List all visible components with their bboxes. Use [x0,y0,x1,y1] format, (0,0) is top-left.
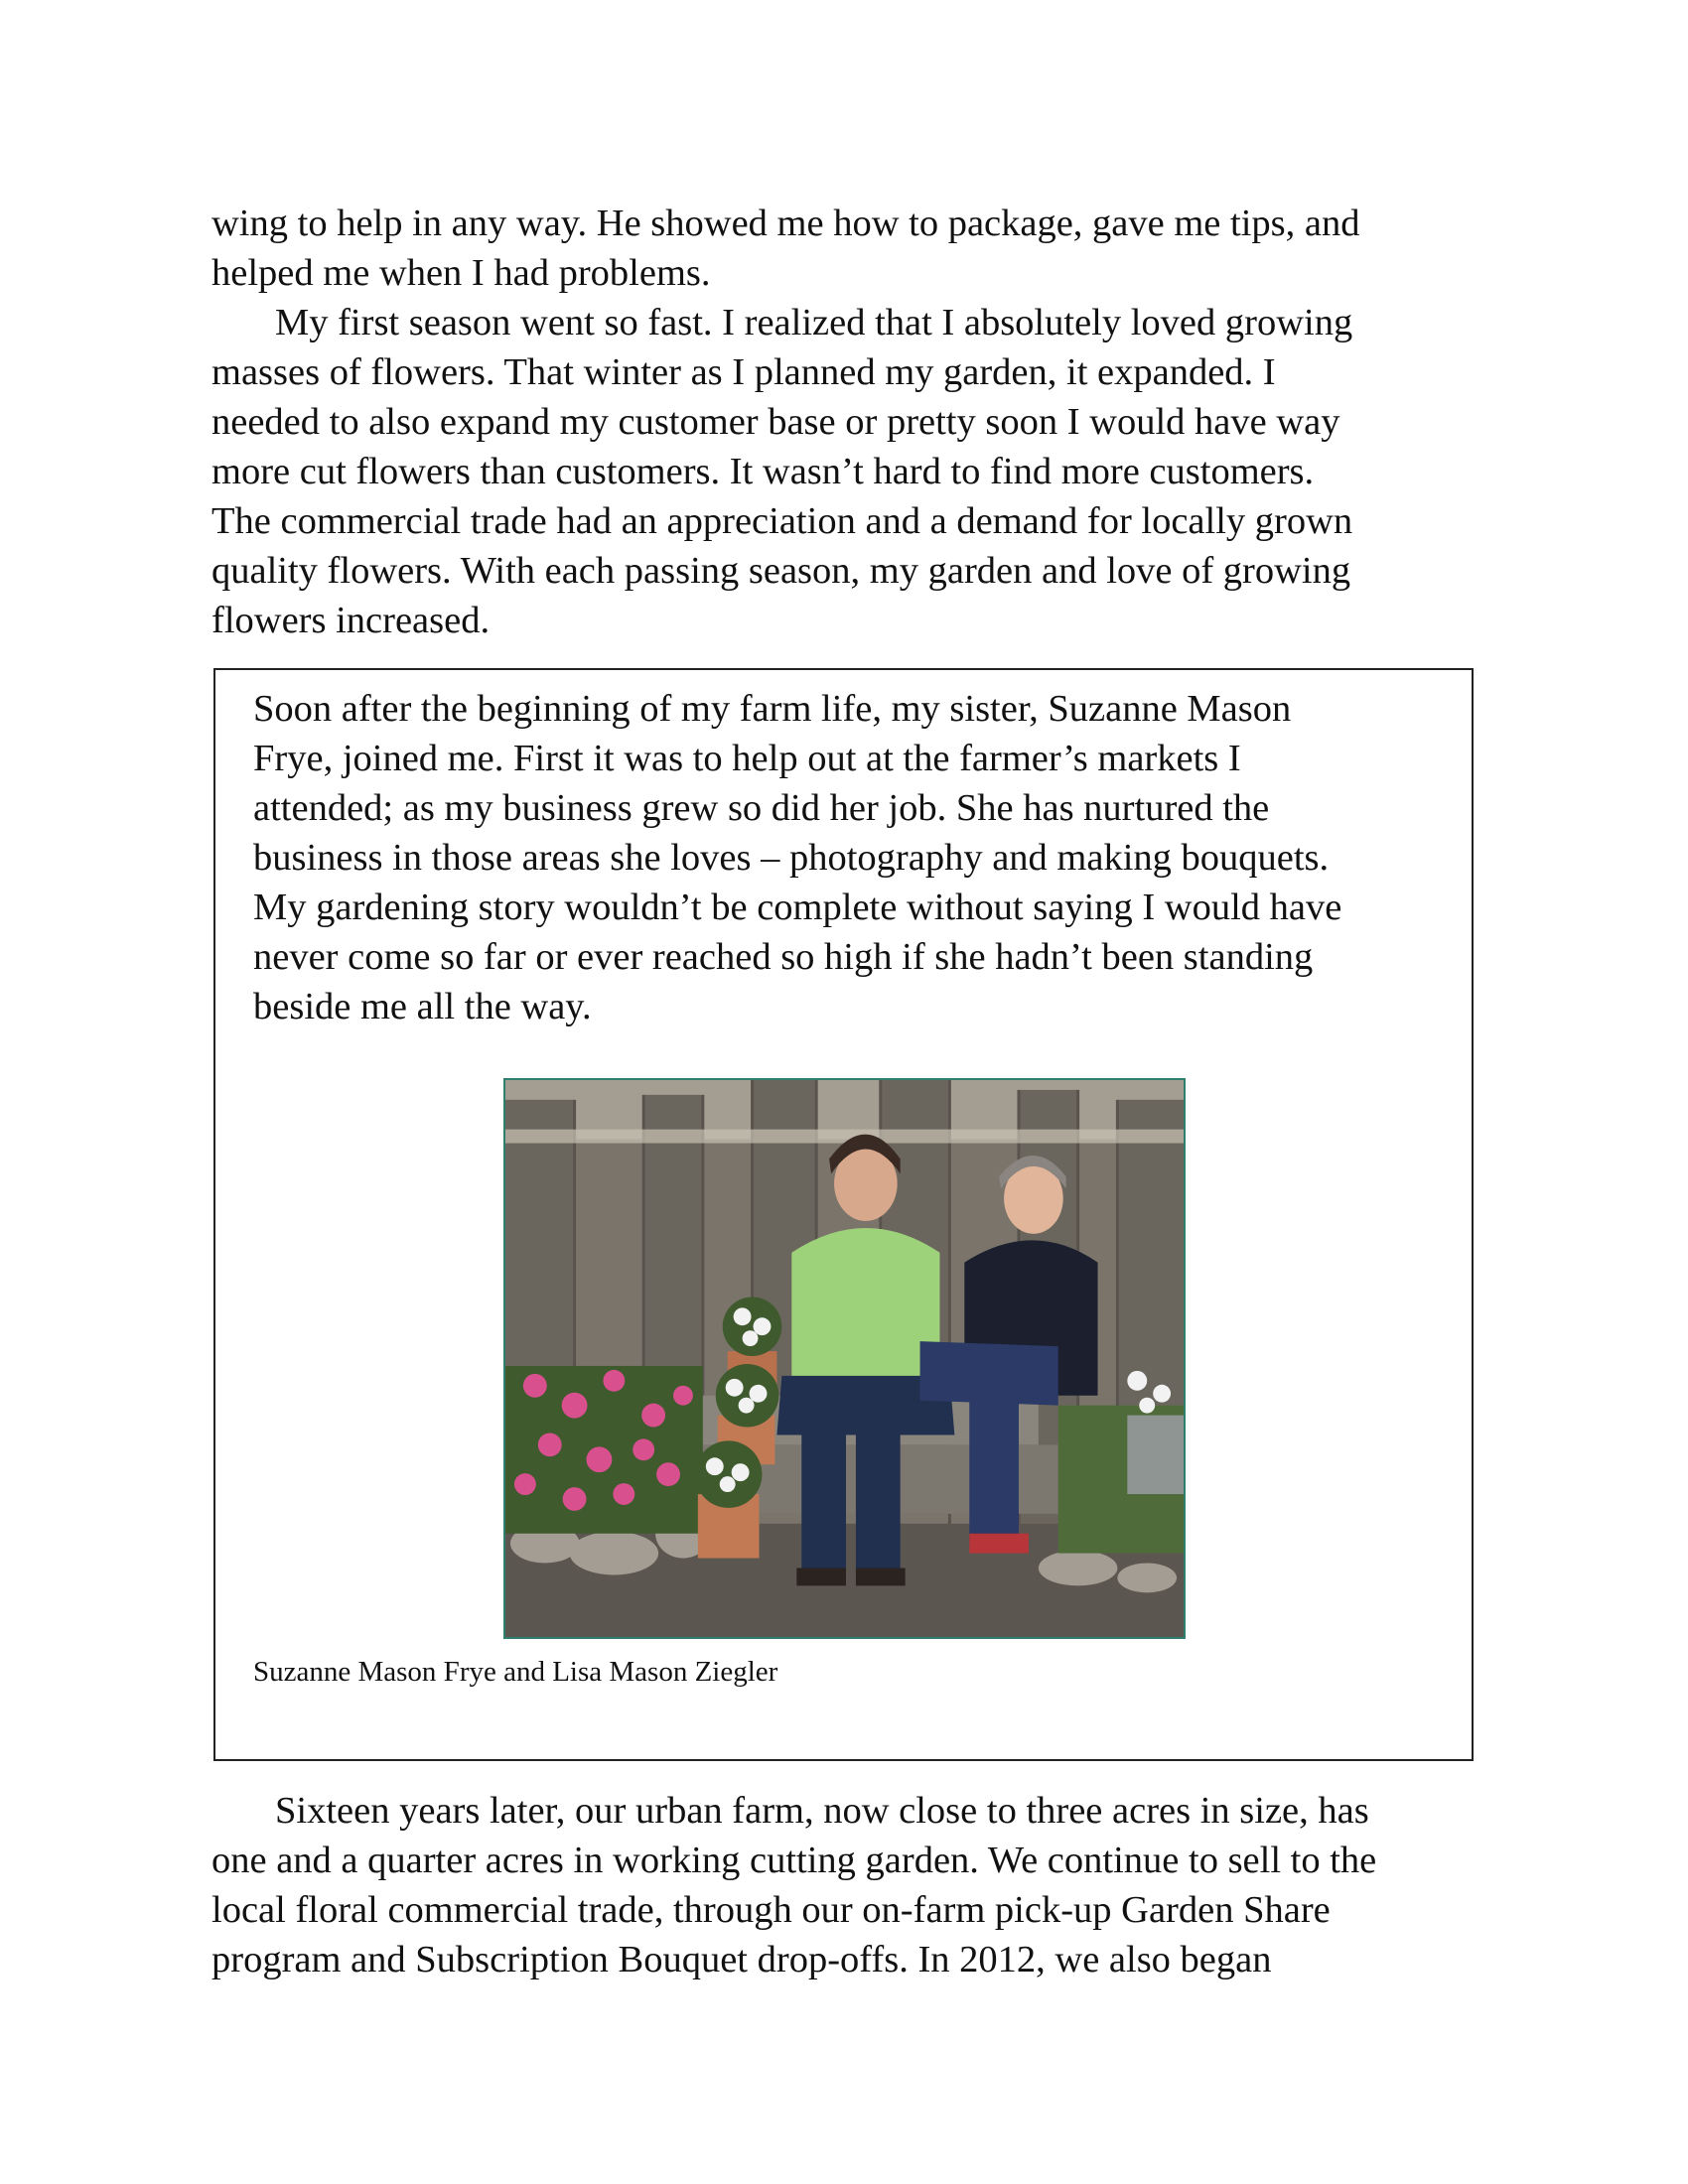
text-line: wing to help in any way. He showed me how to package, gave me tips, and [211,203,1360,244]
text-line: The commercial trade had an appreciation and a demand for locally grown [211,500,1353,542]
photo-caption: Suzanne Mason Frye and Lisa Mason Ziegler [253,1656,778,1688]
text-line: flowers increased. [211,600,491,641]
text-line: business in those areas she loves – photography and making bouquets. [253,837,1330,879]
text-line: helped me when I had problems. [211,252,711,294]
text-line: attended; as my business grew so did her job. She has nurtured the [253,787,1270,829]
text-line: local floral commercial trade, through our on-farm pick-up Garden Share [211,1889,1331,1931]
sidebar-box [213,668,1474,1761]
text-line: Soon after the beginning of my farm life, my sister, Suzanne Mason [253,688,1292,730]
body-paragraph-bottom [211,1786,1482,1984]
text-line: more cut flowers than customers. It wasn’t hard to find more customers. [211,451,1315,492]
text-line: My gardening story wouldn’t be complete without saying I would have [253,887,1342,928]
text-line: needed to also expand my customer base or pretty soon I would have way [211,401,1340,443]
sisters-photo [503,1078,1186,1639]
text-line: one and a quarter acres in working cutting garden. We continue to sell to the [211,1840,1377,1881]
text-line: Sixteen years later, our urban farm, now close to three acres in size, has [275,1790,1369,1832]
text-line: masses of flowers. That winter as I planned my garden, it expanded. I [211,351,1276,393]
text-line: never come so far or ever reached so high if she hadn’t been standing [253,936,1314,978]
text-line: program and Subscription Bouquet drop-offs. In 2012, we also began [211,1939,1272,1980]
text-line: beside me all the way. [253,986,592,1027]
text-line: Frye, joined me. First it was to help out at the farmer’s markets I [253,738,1241,779]
body-paragraph-top [211,199,1482,645]
text-line: quality flowers. With each passing season, my garden and love of growing [211,550,1351,592]
sidebar-text [253,684,1445,1031]
text-line: My first season went so fast. I realized that I absolutely loved growing [275,302,1353,343]
photo-illustration [505,1080,1184,1637]
